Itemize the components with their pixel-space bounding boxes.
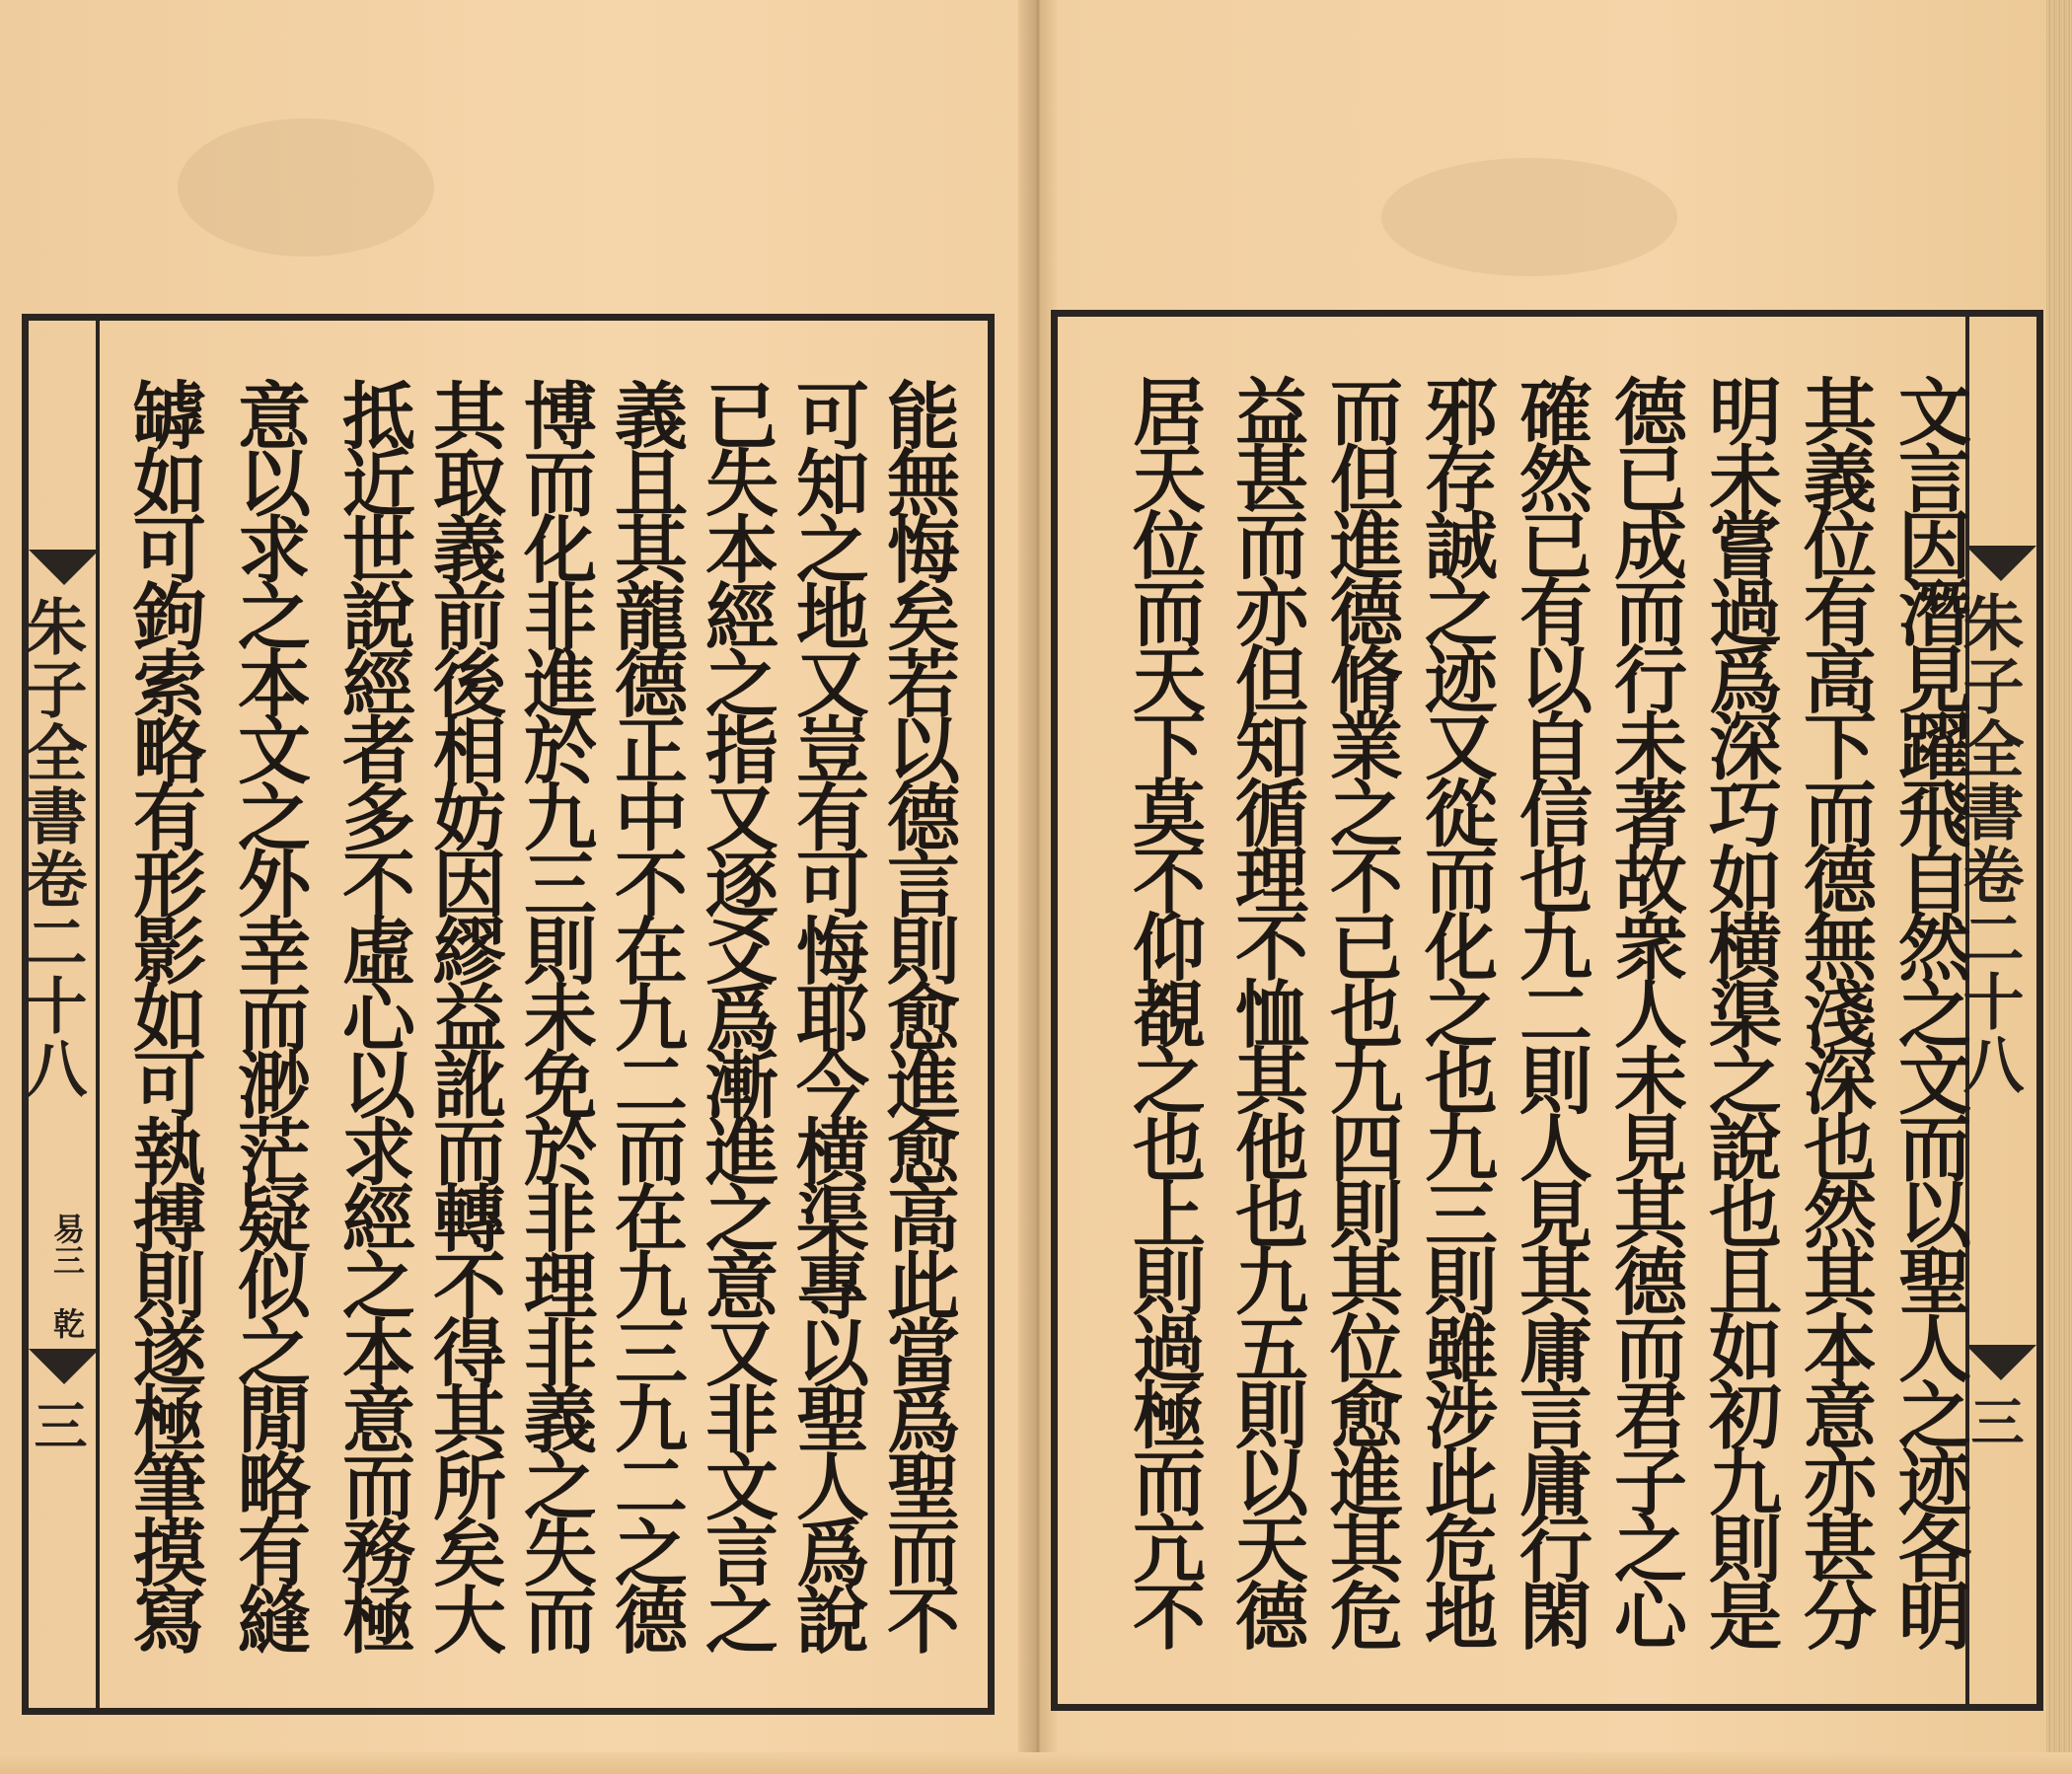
text-column: 確然已有以自信也九二則人見其庸言庸行閑: [1508, 374, 1592, 1646]
left-banxin-page: 三: [26, 1398, 89, 1451]
paper-stain: [1381, 158, 1677, 276]
text-column: 義且其龍德正中不在九二而在九三九二之德: [603, 378, 688, 1650]
bottom-edge: [0, 1752, 2072, 1774]
fish-tail-upper: [29, 550, 100, 585]
text-column: 罅如可鉤索略有形影如可執搏則遂極筆摸寫: [121, 378, 206, 1650]
text-column: 文言因潛見躍飛自然之文而以聖人之迹各明: [1887, 374, 1971, 1646]
text-column: 德已成而行未著故衆人未見其德而君子之心: [1602, 374, 1687, 1646]
text-column: 邪存誠之迹又從而化之也九三則雖涉此危地: [1413, 374, 1498, 1646]
left-banxin-section: 易三 乾: [48, 1213, 86, 1339]
left-banxin-title: 朱子全書卷二十八: [16, 595, 88, 1100]
right-banxin-page: 三: [1962, 1394, 2026, 1447]
paper-stain: [178, 118, 434, 257]
right-banxin: [1953, 317, 2036, 1704]
text-column: 明未嘗過爲深巧如横渠之說也且如初九則是: [1697, 374, 1782, 1646]
fish-tail-upper: [1965, 546, 2036, 581]
text-column: 意以求之本文之外幸而渺茫疑似之閒略有縫: [226, 378, 311, 1650]
right-banxin-title: 朱子全書卷二十八: [1953, 591, 2025, 1096]
text-column: 居天位而天下莫不仰覩之也上則過極而亢不: [1121, 374, 1206, 1646]
left-banxin: [16, 321, 100, 1708]
left-page-frame: [16, 314, 995, 1715]
text-column: 可知之地又豈有可悔耶今横渠專以聖人爲說: [784, 378, 869, 1650]
text-column: 能無悔矣若以德言則愈進愈高此當爲聖而不: [875, 378, 960, 1650]
text-column: 其義位有高下而德無淺深也然其本意亦甚分: [1792, 374, 1877, 1646]
text-column: 抵近世說經者多不虛心以求經之本意而務極: [331, 378, 415, 1650]
page-edge: [2046, 0, 2072, 1774]
right-page-frame: [1051, 310, 2043, 1711]
text-column: 博而化非進於九三則未免於非理非義之失而: [512, 378, 597, 1650]
text-column: 益甚而亦但知循理不恤其他也九五則以天德: [1223, 374, 1308, 1646]
text-column: 已失本經之指又逐爻爲漸進之意又非文言之: [694, 378, 778, 1650]
fish-tail-lower: [29, 1349, 100, 1384]
fish-tail-lower: [1965, 1345, 2036, 1380]
text-column: 其取義前後相妨因繆益訛而轉不得其所矣大: [421, 378, 506, 1650]
text-column: 而但進德脩業之不已也九四則其位愈進其危: [1318, 374, 1403, 1646]
